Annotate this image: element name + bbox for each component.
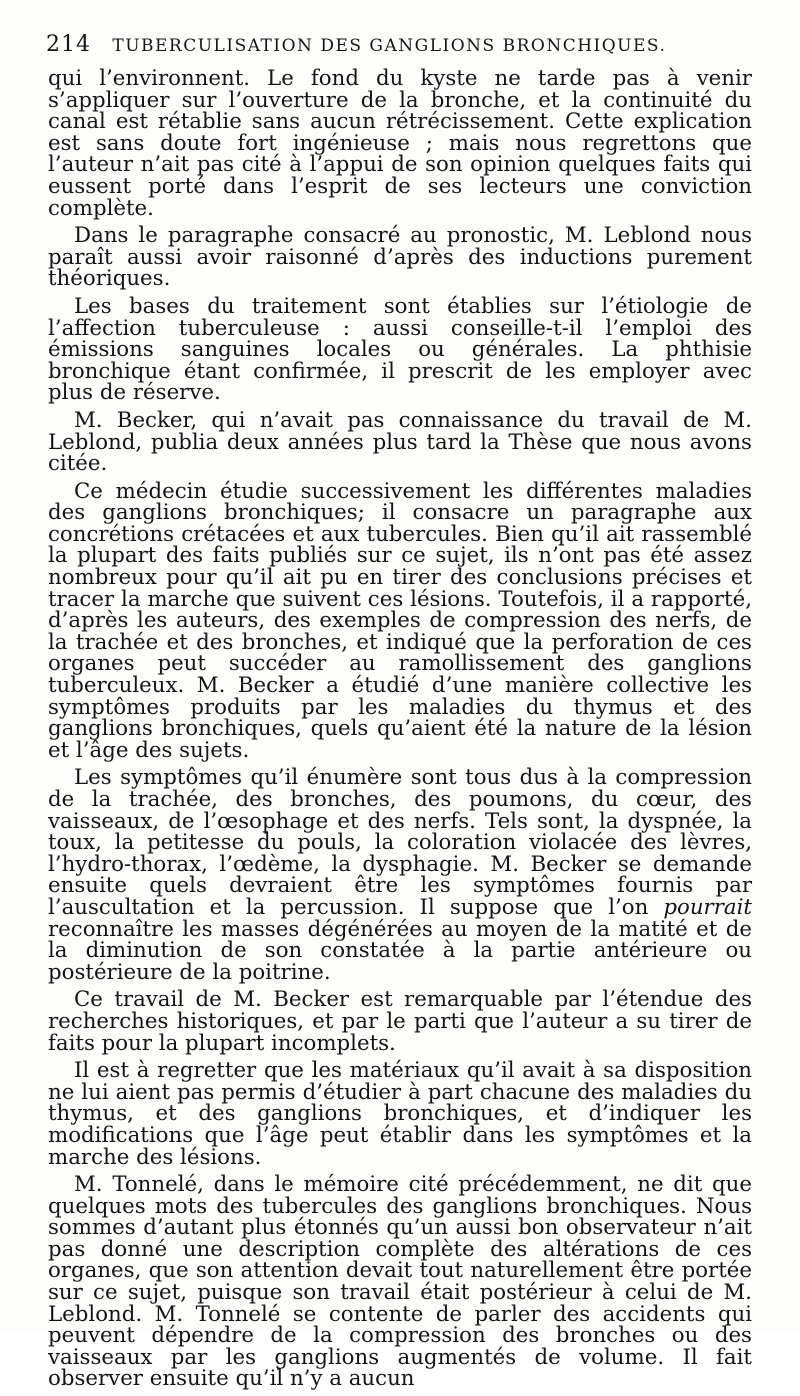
paragraph: Dans le paragraphe consacré au pronostic, M. Leblond nous paraît aussi avoir raisonné d’après des inductions purement théoriques. [48,223,752,292]
paragraph [48,767,752,983]
running-title: TUBERCULISATION DES GANGLIONS BRONCHIQUES. [112,36,667,56]
body-text [48,68,752,1396]
italic-word: pourrait [663,894,752,920]
paragraph-text: Les symptômes qu’il énumère sont tous dus à la compression de la trachée, des bronches, des poumons, du cœur, des vaisseaux, de l’œsophage et des nerfs. Tels sont, la dyspnée, la toux, la petitesse du pouls, la coloration violacée des lèvres, l’hydro-thorax, l’œdème, la dysphagie. M. Becker se demande ensuite quels devraient être les symptômes fournis par l’auscultation et la percussion. Il suppose que l’on [48,765,752,920]
paragraph: Il est à regretter que les matériaux qu’il avait à sa disposition ne lui aient pas permis d’étudier à part chacune des maladies du thymus, et des ganglions bronchiques, et d’indiquer les modifications que l’âge peut établir dans les symptômes et la marche des lésions. [48,1058,752,1170]
paragraph: Ce médecin étudie successivement les différentes maladies des ganglions bronchiques; il consacre un paragraphe aux concrétions crétacées et aux tubercules. Bien qu’il ait rassemblé la plupart des faits publiés sur ce sujet, ils n’ont pas été assez nombreux pour qu’il ait pu en tirer des conclusions précises et tracer la marche que suivent ces lésions. Toutefois, il a rapporté, d’après les auteurs, des exemples de compression des nerfs, de la trachée et des bronches, et indiqué que la perforation de ces organes peut succéder au ramollissement des ganglions tuberculeux. M. Becker a étudié d’une manière collective les symptômes produits par les maladies du thymus et des ganglions bronchiques, quels qu’aient été la nature de la lésion et l’âge des sujets. [48,478,752,763]
paragraph: M. Becker, qui n’avait pas connaissance du travail de M. Leblond, publia deux années plus tard la Thèse que nous avons citée. [48,407,752,477]
page-number: 214 [46,32,91,57]
paragraph: Les bases du traitement sont établies sur l’étiologie de l’affection tuberculeuse : aussi conseille-t-il l’emploi des émissions sanguines locales ou générales. La phthisie bronchique étant confirmée, il prescrit de les employer avec plus de réserve. [48,293,752,406]
paragraph: qui l’environnent. Le fond du kyste ne tarde pas à venir s’appliquer sur l’ouverture de la bronche, et la continuité du canal est rétablie sans aucun rétrécissement. Cette explication est sans doute fort ingénieuse ; mais nous regrettons que l’auteur n’ait pas cité à l’appui de son opinion quelques faits qui eussent porté dans l’esprit de ses lecteurs une conviction complète. [48,66,752,221]
running-head [46,32,756,62]
paragraph: M. Tonnelé, dans le mémoire cité précédemment, ne dit que quelques mots des tubercules des ganglions bronchiques. Nous sommes d’autant plus étonnés qu’un aussi bon observateur n’ait pas donné une description complète des altérations de ces organes, que son attention devait tout naturellement être portée sur ce sujet, puisque son travail était postérieur à celui de M. Leblond. M. Tonnelé se contente de parler des accidents qui peuvent dépendre de la compression des bronches ou des vaisseaux par les ganglions augmentés de volume. Il fait observer ensuite qu’il n’y a aucun [48,1172,752,1392]
paragraph-text: reconnaître les masses dégénérées au moyen de la matité et de la diminution de son constatée à la partie antérieure ou postérieure de la poitrine. [48,916,752,985]
paragraph: Ce travail de M. Becker est remarquable par l’étendue des recherches historiques, et par le parti que l’auteur a su tirer de faits pour la plupart incomplets. [48,987,752,1056]
